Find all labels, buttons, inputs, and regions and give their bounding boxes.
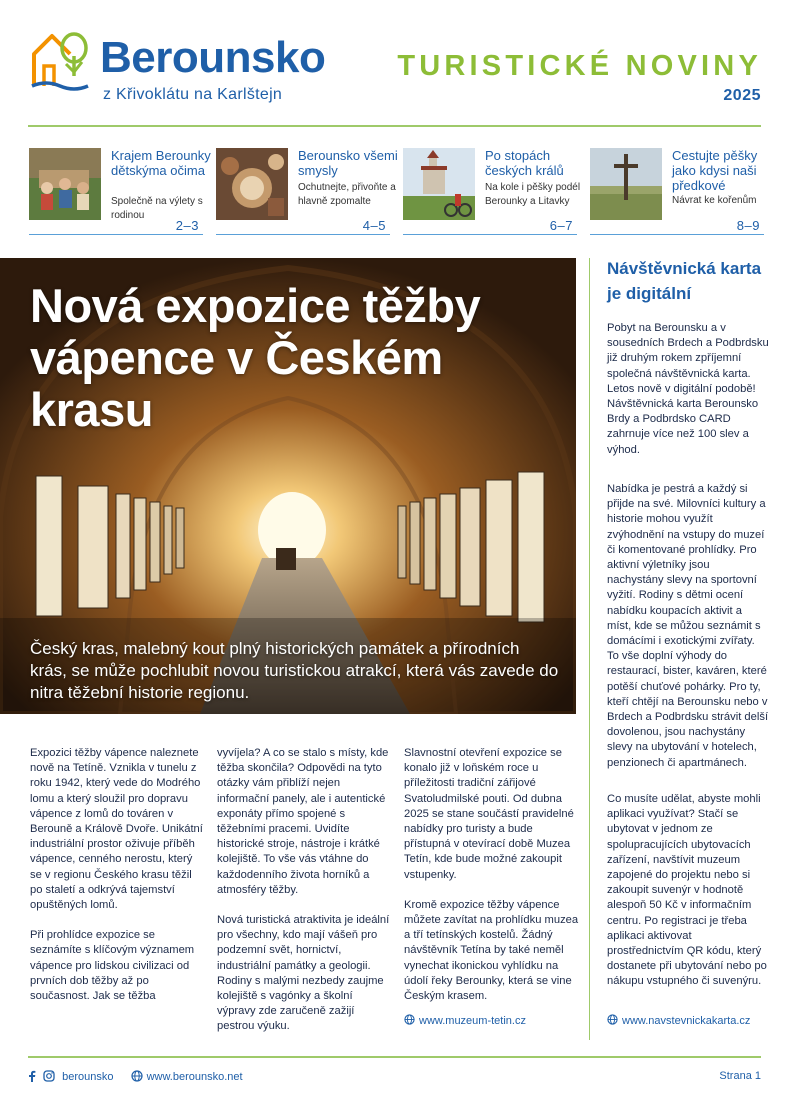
sidebar-link-text: www.navstevnickakarta.cz xyxy=(622,1015,751,1027)
article-paragraph: Při prohlídce expozice se seznámíte s klíčovým významem vápence pro lidskou civilizaci od prvních dob těžby až po současnost. Jak se těžba xyxy=(30,929,195,1003)
sidebar-web-link[interactable] xyxy=(607,1014,750,1027)
article-link-text: www.muzeum-tetin.cz xyxy=(419,1015,526,1027)
teaser-pages: 4–5 xyxy=(362,218,386,233)
teaser-pages: 6–7 xyxy=(549,218,573,233)
paper-year: 2025 xyxy=(723,87,761,104)
teaser-subtitle: Návrat ke kořenům xyxy=(672,195,757,206)
teaser-pages: 2–3 xyxy=(175,218,199,233)
teaser-underline xyxy=(403,234,577,235)
social-links[interactable] xyxy=(28,1071,117,1083)
teaser-title: Po stopách českých králů xyxy=(485,148,564,178)
article-column-2 xyxy=(217,746,393,1035)
footer-website-link[interactable] xyxy=(131,1071,243,1083)
teaser-underline xyxy=(29,234,203,235)
teaser-title: Berounsko všemi smysly xyxy=(298,148,398,178)
brand-name: Berounsko xyxy=(100,33,326,82)
instagram-icon[interactable] xyxy=(43,1070,55,1082)
article-column-3 xyxy=(404,746,580,1004)
footer xyxy=(28,1070,243,1083)
footer-divider xyxy=(28,1056,761,1058)
footer-website-text: www.berounsko.net xyxy=(146,1071,243,1083)
globe-icon xyxy=(131,1070,143,1082)
article-paragraph: Kromě expozice těžby vápence můžete zavítat na prohlídku muzea a tří tetínských kostelů. Žádný návštěvník Tetína by také neměl vynechat ikonickou vyhlídku na údolí řeky Berounky, která se vine Českým krasem. xyxy=(404,898,579,1003)
social-handle: berounsko xyxy=(62,1071,114,1083)
sidebar-paragraph: Pobyt na Berounsku a v sousedních Brdech a Podbrdsku již druhým rokem zpříjemní společná návštěvnická karta. Letos nově v digitální podobě! Návštěvnická karta Berounsko Brdy a Podbrdsko CARD zahrnuje více než 100 slev a výhod. xyxy=(607,322,769,456)
article-column-1 xyxy=(30,746,206,1004)
teaser-title: Krajem Berounky dětskýma očima xyxy=(111,148,211,178)
globe-icon xyxy=(404,1014,415,1025)
teaser-photo xyxy=(216,148,288,220)
globe-icon xyxy=(607,1014,618,1025)
hero-lead: Český kras, malebný kout plný historických památek a přírodních krás, se může pochlubit novou turistickou atrakcí, která vás zavede do nitra těžební historie regionu. xyxy=(30,639,559,702)
sidebar-divider xyxy=(589,258,590,1040)
facebook-icon[interactable] xyxy=(28,1070,36,1082)
article-paragraph: vyvíjela? A co se stalo s místy, kde těžba skončila? Odpovědi na tyto otázky vám přiblíží nejen informační panely, ale i autentické exponáty přímo spojené s těžebními pracemi. Uvidíte historické stroje, nástroje i krátké kolejiště. To vše vás vtáhne do každodenního života horníků a atmosféry těžby. xyxy=(217,747,389,896)
teaser-photo xyxy=(29,148,101,220)
teaser-senses[interactable] xyxy=(216,148,398,234)
logo-house-tree-icon xyxy=(30,26,92,92)
teaser-photo xyxy=(590,148,662,220)
article-paragraph: Expozici těžby vápence naleznete nově na Tetíně. Vznikla v tunelu z roku 1942, který vede do Modrého lomu a který sloužil pro dopravu vápence z lomů do továren v Berouně a Králově Dvoře. Unikátní industriální prostor oživuje příběh vápence, cenného nerostu, který se v regionu Českého krasu těžil po staletí a odkrývá tajemství opuštěných lomů. xyxy=(30,747,203,912)
teaser-children[interactable] xyxy=(29,148,211,234)
paper-title: TURISTICKÉ NOVINY xyxy=(397,50,762,82)
teaser-kings[interactable] xyxy=(403,148,581,234)
teaser-pages: 8–9 xyxy=(736,218,760,233)
sidebar-paragraph: Co musíte udělat, abyste mohli aplikaci využívat? Stačí se ubytovat v jednom ze spolupracujících ubytovacích zařízení, navštívit muzeum zapojené do projektu nebo si zakoupit suvenýr v hodnotě alespoň 50 Kč v informačním centru. Po registraci je třeba aplikaci aktivovat prostřednictvím QR kódu, který dostanete při ubytování nebo po nákupu vstupného či suvenýru. xyxy=(607,793,767,988)
brand-tagline: z Křivoklátu na Karlštejn xyxy=(103,86,283,103)
hero-image xyxy=(0,258,576,714)
teaser-walking[interactable] xyxy=(590,148,764,234)
article-web-link[interactable] xyxy=(404,1014,526,1027)
article-paragraph: Nová turistická atraktivita je ideální pro všechny, kdo mají vášeň pro podzemní svět, hornictví, industriální památky a geologii. Rodiny s malými nezbedy zaujme kolejiště s vagónky a školní výpravy zde zaručeně zažijí pestrou výuku. xyxy=(217,914,390,1033)
teaser-underline xyxy=(590,234,764,235)
hero-title: Nová expozice těžby vápence v Českém krasu xyxy=(30,279,481,436)
page-number: Strana 1 xyxy=(719,1070,761,1082)
teaser-subtitle: Společně na výlety s rodinou xyxy=(111,196,203,221)
header-divider xyxy=(28,125,761,127)
teaser-title: Cestujte pěšky jako kdysi naši předkové xyxy=(672,148,758,193)
sidebar-paragraph: Nabídka je pestrá a každý si přijde na své. Milovníci kultury a historie mohou využít zvýhodnění na vstupy do muzeí či komentované prohlídky. Pro aktivní výletníky jsou nachystány slevy na sportovní vyžití. Rodiny s dětmi ocení nabídku koupacích aktivit a míst, kde se můžou seznámit s domácími i exotickými zvířaty. To vše doplní výhody do restaurací, bister, kaváren, které potěší chuťové pohárky. Pro ty, kteří chtějí na Berounsku nebo v Brdech a Podbrdsku strávit delší dovolenou, jsou nachystány slevy na ubytování v hotelech, penzionech či apartmánech. xyxy=(607,483,769,769)
teaser-photo xyxy=(403,148,475,220)
teaser-subtitle: Na kole i pěšky podél Berounky a Litavky xyxy=(485,182,581,207)
teaser-underline xyxy=(216,234,390,235)
sidebar-title: Návštěvnická karta je digitální xyxy=(607,259,762,303)
teaser-subtitle: Ochutnejte, přivoňte a hlavně zpomalte xyxy=(298,182,396,207)
article-paragraph: Slavnostní otevření expozice se konalo již v loňském roce u příležitosti tradiční zářijové Svatoludmilské pouti. Od dubna 2025 se stane součástí pravidelné nabídky pro turisty a bude přístupná v otevírací době Muzea Tetín, kde bude možné zakoupit vstupenky. xyxy=(404,747,574,881)
